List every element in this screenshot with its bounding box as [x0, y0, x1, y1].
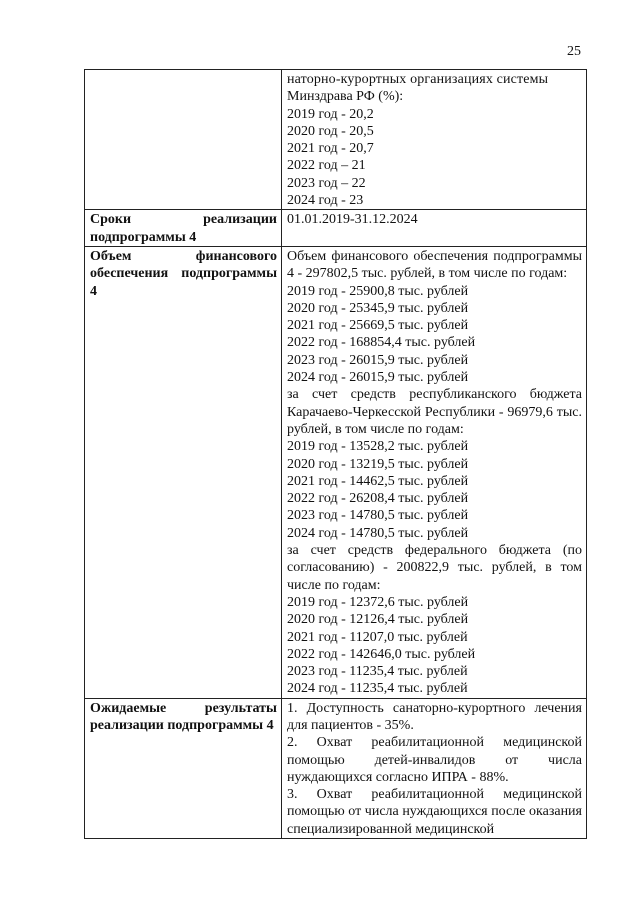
row-label-terms: Сроки реализации подпрограммы 4 [85, 210, 282, 247]
text-line: 01.01.2019-31.12.2024 [287, 212, 418, 228]
text-line: 2020 год - 13219,5 тыс. рублей [287, 456, 469, 472]
subprogram-passport-table [84, 69, 587, 839]
text-line: 2023 год – 22 [287, 175, 366, 191]
text-paragraph: Объем финансового обеспечения подпрограммы 4 - 297802,5 тыс. рублей, в том числе по годам: [287, 248, 582, 282]
row-content-financing [282, 246, 587, 698]
text-line: 2022 год - 168854,4 тыс. рублей [287, 335, 476, 351]
text-line: 2022 год - 142646,0 тыс. рублей [287, 646, 476, 662]
row-label-expected-results: Ожидаемые результаты реализации подпрограммы 4 [85, 698, 282, 838]
text-line: 2022 год – 21 [287, 158, 366, 174]
text-line: 2023 год - 14780,5 тыс. рублей [287, 508, 469, 524]
page-number: 25 [567, 44, 581, 59]
text-line: 2024 год - 14780,5 тыс. рублей [287, 525, 469, 541]
text-line: 2024 год - 23 [287, 193, 364, 209]
text-line: наторно-курортных организациях системы [287, 72, 549, 87]
text-line: 2021 год - 14462,5 тыс. рублей [287, 473, 469, 489]
text-paragraph: 1. Доступность санаторно-курортного лечения для пациентов - 35%. [287, 700, 582, 733]
text-line: 2024 год - 11235,4 тыс. рублей [287, 681, 468, 697]
row-label-financing: Объем финансового обеспечения подпрограммы 4 [85, 246, 282, 698]
text-paragraph: за счет средств федерального бюджета (по согласованию) - 200822,9 тыс. рублей, в том числе по годам: [287, 543, 582, 593]
row-content-indicator [282, 70, 587, 210]
text-line: 2020 год - 20,5 [287, 123, 374, 139]
table-row-terms [85, 210, 587, 247]
text-line: 2021 год - 11207,0 тыс. рублей [287, 629, 468, 645]
text-line: 2019 год - 13528,2 тыс. рублей [287, 439, 469, 455]
row-label-empty [85, 70, 282, 210]
text-line: 2019 год - 25900,8 тыс. рублей [287, 283, 469, 299]
text-line: 2020 год - 12126,4 тыс. рублей [287, 612, 469, 628]
text-paragraph: за счет средств республиканского бюджета Карачаево-Черкесской Республики - 96979,6 тыс. рублей, в том числе по годам: [287, 387, 582, 437]
text-line: 2024 год - 26015,9 тыс. рублей [287, 370, 469, 386]
row-content-terms [282, 210, 587, 247]
text-line: 2022 год - 26208,4 тыс. рублей [287, 491, 469, 507]
text-line: 2021 год - 25669,5 тыс. рублей [287, 318, 469, 334]
text-line: 2021 год - 20,7 [287, 141, 374, 157]
text-line: Минздрава РФ (%): [287, 89, 404, 105]
row-content-expected-results [282, 698, 587, 838]
table-row-financing [85, 246, 587, 698]
text-line: 2019 год - 20,2 [287, 106, 374, 122]
table-row-expected-results [85, 698, 587, 838]
text-paragraph: 2. Охват реабилитационной медицинской помощью детей-инвалидов от числа нуждающихся согласно ИПРА - 88%. [287, 735, 582, 785]
text-line: 2020 год - 25345,9 тыс. рублей [287, 300, 469, 316]
text-line: 2019 год - 12372,6 тыс. рублей [287, 594, 469, 610]
text-line: 2023 год - 26015,9 тыс. рублей [287, 352, 469, 368]
text-paragraph: 3. Охват реабилитационной медицинской помощью от числа нуждающихся после оказания специализированной медицинской [287, 787, 582, 837]
text-line: 2023 год - 11235,4 тыс. рублей [287, 664, 468, 680]
table-row-indicator-continuation [85, 70, 587, 210]
